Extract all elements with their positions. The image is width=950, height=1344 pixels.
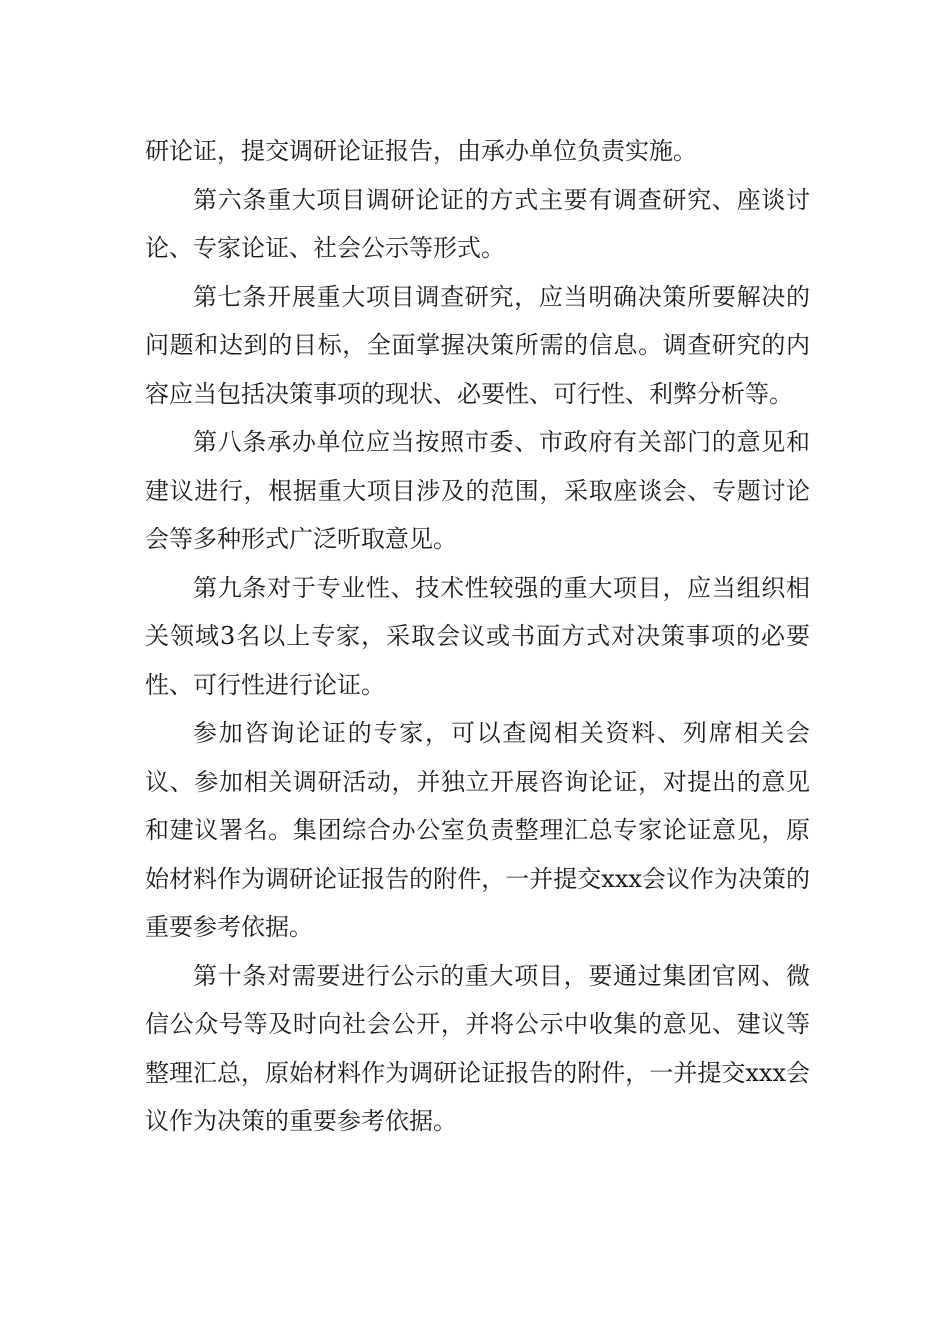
paragraph-article-10: 第十条对需要进行公示的重大项目，要通过集团官网、微信公众号等及时向社会公开，并将公示中收集的意见、建议等整理汇总，原始材料作为调研论证报告的附件，一并提交xxx会议作为决策的重要参考依据。 [145, 961, 810, 1135]
paragraph-article-6: 第六条重大项目调研论证的方式主要有调查研究、座谈讨论、专家论证、社会公示等形式。 [145, 185, 810, 262]
paragraph-article-7: 第七条开展重大项目调查研究，应当明确决策所要解决的问题和达到的目标，全面掌握决策所需的信息。调查研究的内容应当包括决策事项的现状、必要性、可行性、利弊分析等。 [145, 282, 810, 408]
document-body [145, 127, 810, 1146]
paragraph-article-9: 第九条对于专业性、技术性较强的重大项目，应当组织相关领域3名以上专家，采取会议或书面方式对决策事项的必要性、可行性进行论证。 [145, 573, 810, 699]
paragraph-article-8: 第八条承办单位应当按照市委、市政府有关部门的意见和建议进行，根据重大项目涉及的范围，采取座谈会、专题讨论会等多种形式广泛听取意见。 [145, 428, 810, 553]
paragraph-expert-consultation: 参加咨询论证的专家，可以查阅相关资料、列席相关会议、参加相关调研活动，并独立开展咨询论证，对提出的意见和建议署名。集团综合办公室负责整理汇总专家论证意见，原始材料作为调研论证报告的附件，一并提交xxx会议作为决策的重要参考依据。 [145, 719, 810, 941]
paragraph-continuation: 研论证，提交调研论证报告，由承办单位负责实施。 [145, 137, 697, 165]
